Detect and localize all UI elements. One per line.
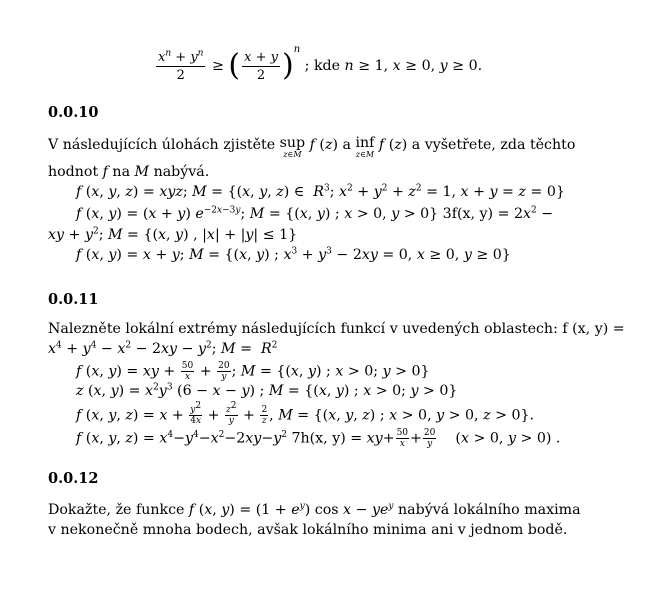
section-heading: 0.0.11 (48, 291, 99, 308)
formula-line: $x^4 + y^4 - x^2 - 2xy - y^2$; $M = R^2$ (48, 340, 278, 357)
section-heading: 0.0.12 (48, 470, 99, 487)
formula-line: f (x, y) = xy + $\frac{50}{x}$ + $\frac{20}{y}$ ; M = {(x, y) ; x > 0; y > 0} (76, 361, 430, 382)
paragraph: hodnot f na M nabývá. (48, 164, 210, 180)
formula-line: f (x, y, z) = xyz; M = {(x, y, z) ∈ $R^3$; $x^2 + y^2 + z^2 = 1$, x + y = z = 0} (76, 183, 565, 200)
paragraph: Dokažte, že funkce f (x, $y) = (1 + e^y)$ $\cos x - ye^y$ nabývá lokálního maxima (48, 501, 581, 518)
formula-top: $\frac{x^n + y^n}{2}$ ≥ ( $\frac{x + y}{2}$ )$^n$ ; kde n ≥ 1, x ≥ 0, y ≥ 0. (158, 44, 483, 83)
fraction-lhs: $\frac{x^n + y^n}{2}$ (158, 48, 204, 83)
paragraph: v nekonečně mnoha bodech, avšak lokálního minima ani v jednom bodě. (48, 522, 568, 538)
formula-line: f (x, y) = (x + y) $e^{-2x-3y}$; M = {(x, y) ; x > 0, y > 0} 3f(x, $y) = 2x^2$ − (76, 205, 554, 222)
formula-line: f (x, y, z) = x + $\frac{y^2}{4x}$ + $\frac{z^2}{y}$ + $\frac{2}{z}$ , M = {(x, y, z) ; x > 0, y > 0, z > 0}. (76, 401, 535, 426)
section-heading: 0.0.10 (48, 104, 99, 121)
fraction-rhs: $\frac{x + y}{2}$ (244, 49, 278, 83)
formula-line: f (x, y, $z) = x^4-y^4-x^2-2xy-y^2$ 7h(x, y) = xy+ $\frac{50}{x}$ + $\frac{20}{y}$ (x > 0, y > 0) . (76, 428, 561, 449)
formula-line: f (x, y) = x + y; M = {(x, y) ; $x^3 + y^3 - 2xy = 0$, x ≥ 0, y ≥ 0} (76, 246, 511, 263)
paragraph: Nalezněte lokální extrémy následujících funkcí v uvedených oblastech: f (x, y) = (48, 321, 625, 337)
paragraph: V následujících úlohách zjistěte sup z∈M f (z) a inf z∈M f (z) a vyšetřete, zda těchto (48, 135, 576, 159)
formula-line: xy + $y^2$; M = {(x, y) , |x| + |y| ≤ 1} (48, 226, 298, 243)
formula-line: z (x, $y) = x^2y^3$ (6 − x − y) ; M = {(x, y) ; x > 0; y > 0} (76, 382, 458, 399)
